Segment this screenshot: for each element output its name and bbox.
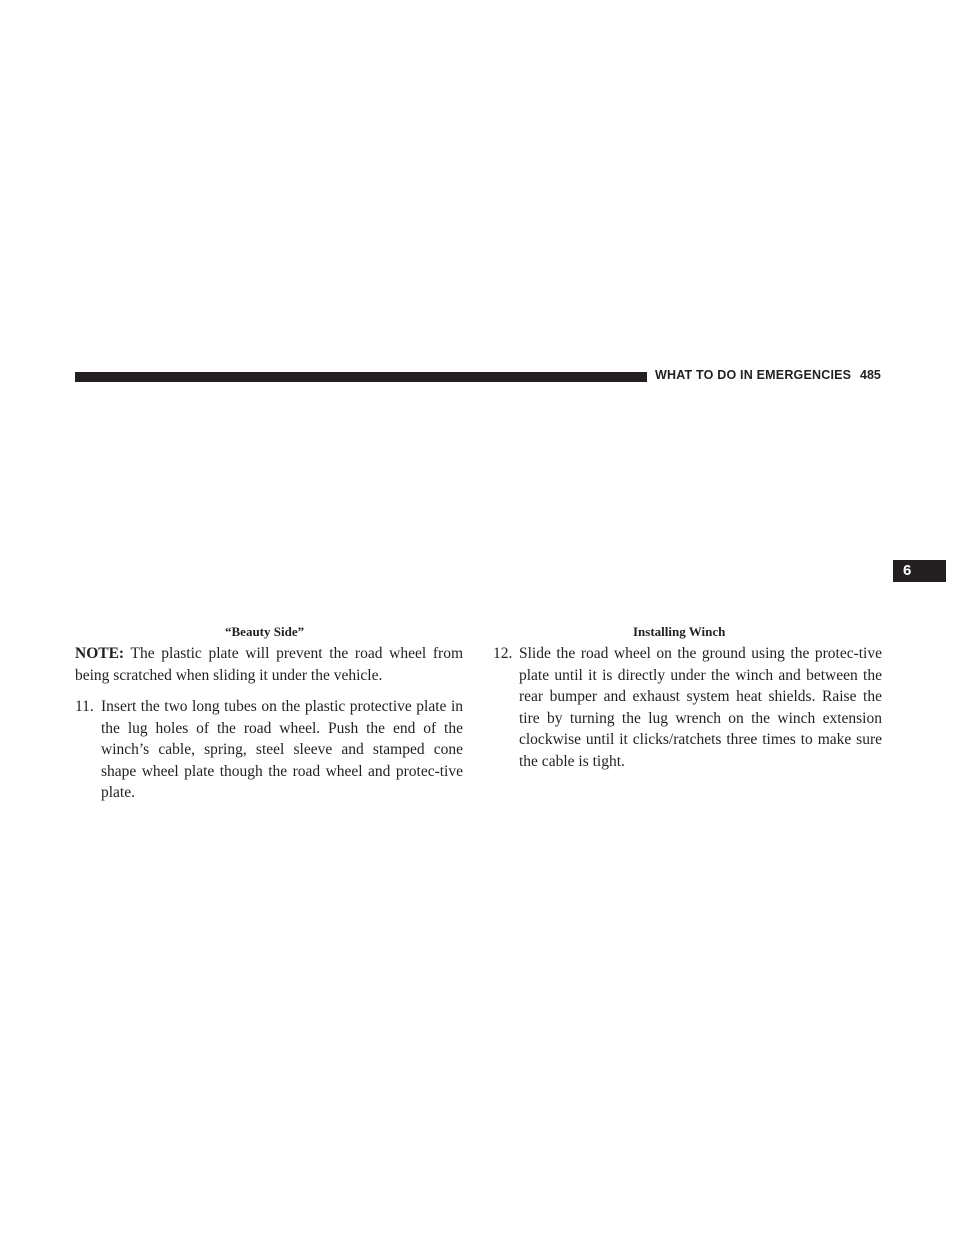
step-number: 11. [75,698,94,715]
step-11 [75,696,463,804]
note-label: NOTE: [75,645,125,662]
step-text: Insert the two long tubes on the plastic protective plate in the lug holes of the road wheel. Push the end of the winch’s cable, spring, steel sleeve and stamped cone shape wheel plate though the road wheel and protec-tive plate. [101,698,463,801]
section-title: WHAT TO DO IN EMERGENCIES [655,368,852,382]
figure-caption-beauty-side: “Beauty Side” [225,624,305,639]
step-12 [493,643,882,772]
page-number: 485 [860,368,881,382]
note-paragraph [75,643,463,686]
left-column [75,643,463,804]
step-text: Slide the road wheel on the ground using the protec-tive plate until it is directly under the winch and between the rear bumper and exhaust system heat shields. Raise the tire by turning the lug wrench on the winch extension clockwise until it clicks/ratchets three times to make sure the cable is tight. [519,645,882,770]
right-column [493,643,882,772]
step-number: 12. [493,645,513,662]
figure-caption-installing-winch: Installing Winch [633,624,726,639]
header-rule [75,372,647,382]
chapter-tab[interactable]: 6 [893,560,946,582]
note-text: The plastic plate will prevent the road wheel from being scratched when sliding it under the vehicle. [75,645,463,684]
